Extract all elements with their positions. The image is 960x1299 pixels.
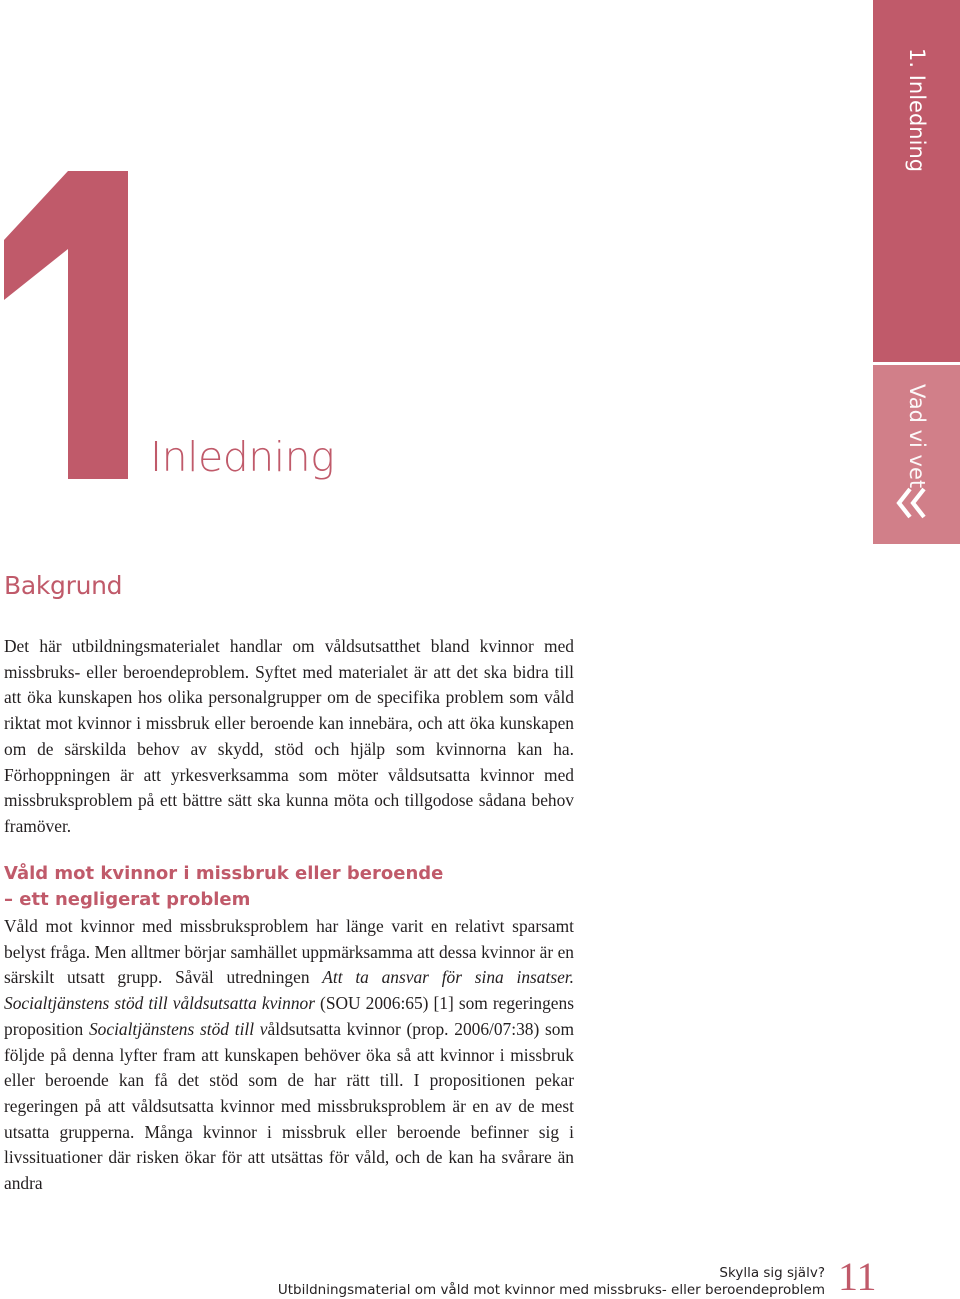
subsection-heading-line2: – ett negligerat problem xyxy=(4,888,251,910)
body-paragraph xyxy=(4,914,574,1197)
double-chevron-left-icon[interactable] xyxy=(896,486,928,520)
subsection-heading xyxy=(4,861,574,912)
chapter-number-graphic xyxy=(4,165,128,479)
footer-publication-title: Utbildningsmaterial om våld mot kvinnor med missbruks- eller beroendeproblem xyxy=(277,1282,825,1298)
chapter-tab-label: 1. Inledning xyxy=(905,48,929,173)
chapter-title: Inledning xyxy=(150,433,335,481)
section-heading-bakgrund: Bakgrund xyxy=(4,571,123,600)
paragraph-text: åldsutsatta kvinnor (prop. 2006/07:38) som följde på denna lyfter fram att kunskapen behöver öka så att kvinnor i missbruk eller beroende kan få det stöd som de har rätt till. I propositionen pekar regeringen på att våldsutsatta kvinnor med missbruksproblem är en av de mest utsatta grupperna. Många kvinnor i missbruk eller beroende befinner sig i livssituationer där risken ökar för att utsättas för våld, och de kan ha svårare än andra xyxy=(4,1018,574,1194)
paragraph-text: Våld mot kvinnor med missbruksproblem har länge varit en relativt sparsamt belyst fråga. Men alltmer börjar samhället uppmärksamma att dessa kvinnor är en särskilt utsatt grupp. Såväl utredningen xyxy=(4,916,574,988)
section-tab-label: Vad vi vet xyxy=(905,384,929,489)
proposition-title-citation: Socialtjänstens stöd till v xyxy=(88,1018,268,1039)
paragraph-text: (SOU 2006:65) [1] som regeringens proposition xyxy=(4,993,574,1039)
body-paragraph: Det här utbildningsmaterialet handlar om våldsutsatthet bland kvinnor med missbruks- eller beroendeproblem. Syftet med materialet är att det ska bidra till att öka kunskapen hos olika personalgrupper om de specifika problem som våld riktat mot kvinnor i missbruk eller beroende kan innebära, och att öka kunskapen om de särskilda behov av skydd, stöd och hjälp som kvinnorna kan ha. Förhoppningen är att yrkesverksamma som möter våldsutsatta kvinnor med missbruksproblem på ett bättre sätt ska kunna möta och tillgodose sådana behov framöver. xyxy=(4,636,574,836)
report-title-citation: Att ta ansvar för sina insatser. Socialtjänstens stöd till våldsutsatta kvinnor xyxy=(4,967,574,1014)
footer-series-title: Skylla sig själv? xyxy=(719,1265,825,1281)
subsection-heading-line1: Våld mot kvinnor i missbruk eller beroende xyxy=(4,863,444,884)
page-number: 11 xyxy=(838,1254,877,1299)
